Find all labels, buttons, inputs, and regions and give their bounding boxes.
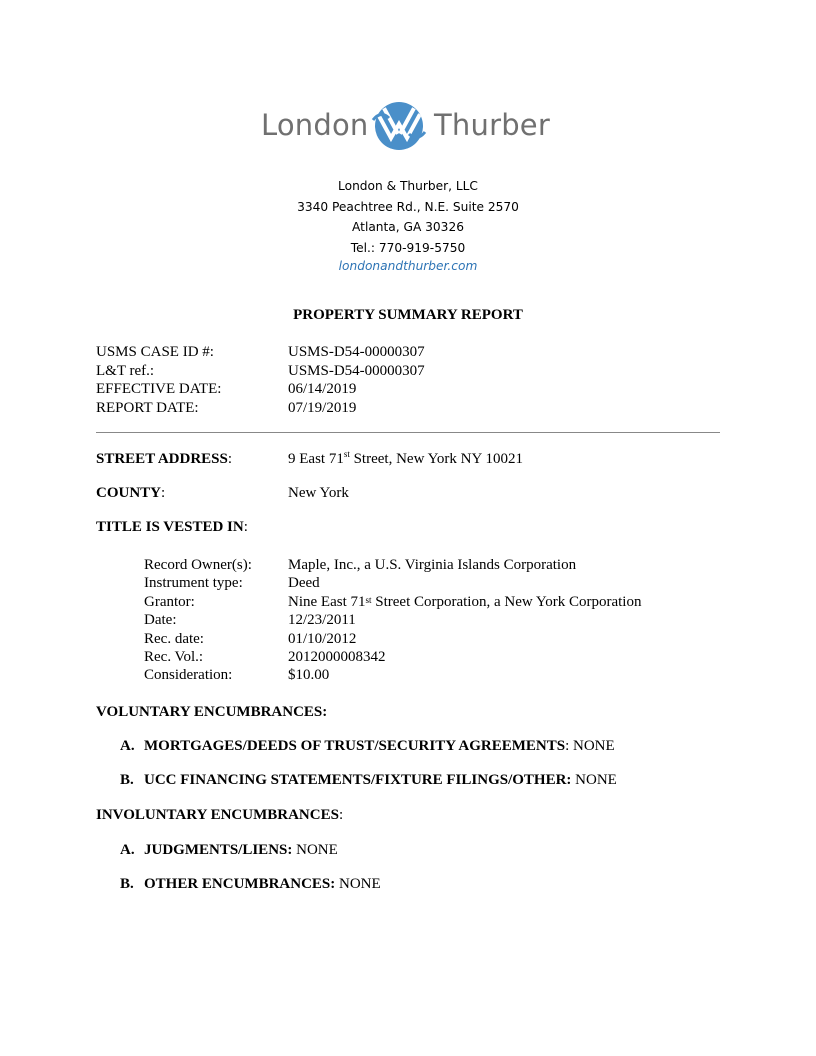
section-divider [96,432,720,433]
field-row-report-date [96,399,425,418]
title-vested-heading: TITLE IS VESTED IN: [96,519,248,535]
logo-word-london: London [261,108,369,142]
firm-name: London & Thurber, LLC [338,179,478,193]
field-value: USMS-D54-00000307 [288,362,425,379]
vested-details [144,556,641,685]
firm-city: Atlanta, GA 30326 [352,220,464,235]
vested-row-grantor: Grantor: Nine East 71st Street Corporation, a New York Corporation [144,593,642,610]
vested-row-consideration: Consideration: $10.00 [144,667,330,684]
street-address-row: STREET ADDRESS: 9 East 71st Street, New York NY 10021 [96,449,524,467]
field-value: 06/14/2019 [288,381,357,397]
field-row-effective-date [96,380,425,399]
field-label: REPORT DATE: [96,399,199,416]
field-row-lt-ref [96,362,425,381]
firm-phone: Tel.: 770-919-5750 [350,240,466,255]
firm-address-block [0,176,816,275]
voluntary-item-mortgages: A. MORTGAGES/DEEDS OF TRUST/SECURITY AGREEMENTS: NONE [120,738,615,754]
report-title: PROPERTY SUMMARY REPORT [293,307,523,323]
logo-word-thurber: Thurber [434,108,550,142]
street-address-label: STREET ADDRESS [96,451,228,467]
vested-row-date: Date: 12/23/2011 [144,612,356,629]
involuntary-item-judgments: A. JUDGMENTS/LIENS: NONE [120,842,338,858]
field-label: EFFECTIVE DATE: [96,381,222,397]
vested-row-instrument-type: Instrument type: Deed [144,575,320,592]
company-logo [0,98,816,154]
voluntary-heading: VOLUNTARY ENCUMBRANCES: [96,704,328,720]
field-value: 07/19/2019 [288,399,357,416]
involuntary-heading: INVOLUNTARY ENCUMBRANCES: [96,807,344,823]
vested-row-rec-date: Rec. date: 01/10/2012 [144,630,357,647]
firm-website-link[interactable]: londonandthurber.com [338,259,478,274]
london-thurber-mark-icon [371,98,427,154]
county-row: COUNTY: New York [96,485,349,501]
firm-street: 3340 Peachtree Rd., N.E. Suite 2570 [297,199,519,214]
field-label: L&T ref.: [96,362,155,379]
street-address-value: 9 East 71st Street, New York NY 10021 [288,449,524,467]
involuntary-item-other: B. OTHER ENCUMBRANCES: NONE [120,876,381,892]
field-label: USMS CASE ID #: [96,344,214,360]
county-label: COUNTY [96,485,162,501]
field-row-case-id [96,343,425,362]
vested-row-record-owner: Record Owner(s): Maple, Inc., a U.S. Virginia Islands Corporation [144,557,577,573]
voluntary-item-ucc: B. UCC FINANCING STATEMENTS/FIXTURE FILINGS/OTHER: NONE [120,772,617,788]
header-fields [96,343,425,417]
county-value: New York [288,485,349,501]
field-value: USMS-D54-00000307 [288,344,425,360]
vested-row-rec-vol: Rec. Vol.: 2012000008342 [144,649,386,666]
